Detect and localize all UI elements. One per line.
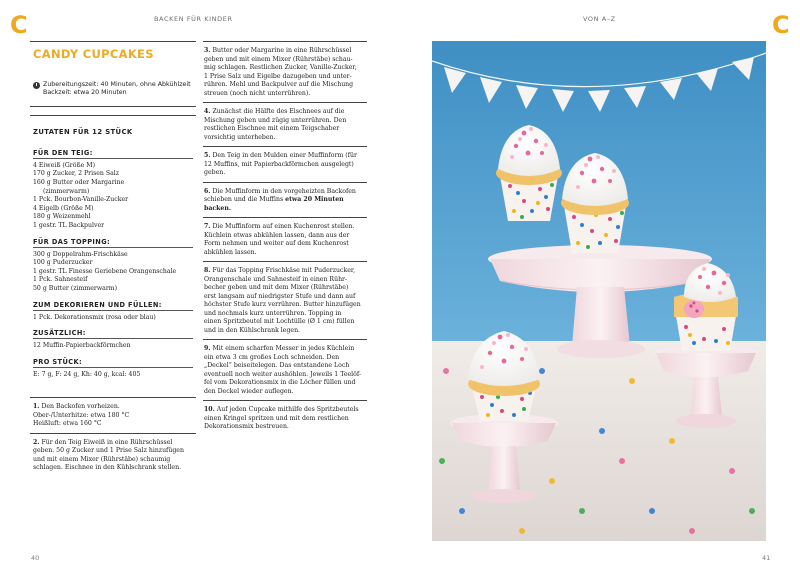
ingredients-column <box>30 41 196 477</box>
step-3: 3. Butter oder Margarine in eine Rührschüssel geben und mit einem Mixer (Rührstäbe) schau- mig schlagen. Restlichen Zucker, Vanille-Zucker, 1 Prise Salz und Eigelbe dazugeben und unter- rühren. Mehl und Backpulver auf die Mischung streuen (noch nicht unterrühren). <box>203 41 367 102</box>
step-7: 7. Die Muffinform auf einen Kuchenrost stellen. Küchlein etwas abkühlen lassen, dann aus der Form nehmen und weiter auf dem Kuchenrost abkühlen lassen. <box>203 217 367 261</box>
time-info <box>33 81 194 98</box>
prep-time: Zubereitungszeit: 40 Minuten, ohne Abkühlzeit <box>43 81 191 88</box>
ingredient-line: 4 Eiweiß (Größe M) <box>33 161 95 169</box>
clock-icon <box>33 82 40 89</box>
ingredient-line: 100 g Puderzucker <box>33 259 93 267</box>
ingredient-line: 180 g Weizenmehl <box>33 213 91 221</box>
step-1: 1. Den Backofen vorheizen. Ober-/Unterhitze: etwa 180 °C Heißluft: etwa 160 °C <box>30 397 196 433</box>
step-5: 5. Den Teig in den Mulden einer Muffinform (für 12 Muffins, mit Papierbackförmchen ausgelegt) geben. <box>203 146 367 182</box>
running-header-left: BACKEN FÜR KINDER <box>154 15 233 23</box>
nutrition-line: E: 7 g, F: 24 g, Kh: 40 g, kcal: 405 <box>33 370 141 378</box>
book-logo-left: C <box>10 11 28 39</box>
ingredient-line: 300 g Doppelrahm-Frischkäse <box>33 250 128 258</box>
decor-heading: ZUM DEKORIEREN UND FÜLLEN: <box>33 301 193 311</box>
step-9: 9. Mit einem scharfen Messer in jedes Küchlein ein etwa 3 cm großes Loch schneiden. Den „Deckel“ beiseitelegen. Das entstandene Loch eventuell noch weiter aushöhlen. Jeweils 1 Teelöf- fel vom Dekorationsmix in die Löcher füllen und den Deckel wieder auflegen. <box>203 339 367 400</box>
cupcake-illustration <box>432 41 766 541</box>
step-2: 2. Für den Teig Eiweiß in eine Rührschüssel geben. 50 g Zucker und 1 Prise Salz hinzufügen und mit einem Mixer (Rührstäbe) schaumig schlagen. Eischnee in den Kühlschrank stellen. <box>30 433 196 477</box>
topping-heading: FÜR DAS TOPPING: <box>33 238 193 248</box>
ingredient-line: 4 Eigelb (Größe M) <box>33 204 94 212</box>
recipe-title: CANDY CUPCAKES <box>33 47 154 61</box>
ingredients-title: ZUTATEN FÜR 12 STÜCK <box>33 127 133 136</box>
ingredient-line: 1 gestr. TL Backpulver <box>33 221 105 229</box>
ingredient-line: 1 Pck. Sahnesteif <box>33 276 88 284</box>
dough-heading: FÜR DEN TEIG: <box>33 149 193 159</box>
nutrition-heading: PRO STÜCK: <box>33 358 193 368</box>
bake-time: Backzeit: etwa 20 Minuten <box>43 89 127 97</box>
ingredient-line: 1 Pck. Bourbon-Vanille-Zucker <box>33 196 129 204</box>
step-8: 8. Für das Topping Frischkäse mit Puderzucker, Orangenschale und Sahnesteif in einen Rühr- becher geben und mit dem Mixer (Rührstäbe) erst langsam auf niedrigster Stufe und dann auf höchster Stufe kurz verrühren. Butter hinzufügen und nochmals kurz unterrühren. Topping in einen Spritzbeutel mit Lochtülle (Ø 1 cm) füllen und in den Kühlschrank legen. <box>203 261 367 339</box>
step-10: 10. Auf jeden Cupcake mithilfe des Spritzbeutels einen Kringel spritzen und mit dem restlichen Dekorationsmix bestreuen. <box>203 400 367 436</box>
steps-column <box>203 41 367 436</box>
recipe-title-box <box>30 41 196 107</box>
ingredient-line: 1 gestr. TL Finesse Geriebene Orangenschale <box>33 267 177 275</box>
ingredient-line: 1 Pck. Dekorationsmix (rosa oder blau) <box>33 313 156 321</box>
ingredient-line: (zimmerwarm) <box>43 187 90 195</box>
step-6: 6. Die Muffinform in den vorgeheizten Backofen schieben und die Muffins etwa 20 Minuten backen. <box>203 182 367 218</box>
running-header-right: VON A–Z <box>583 15 616 23</box>
ingredient-line: 170 g Zucker, 2 Prisen Salz <box>33 170 120 178</box>
ingredient-line: 12 Muffin-Papierbackförmchen <box>33 342 131 350</box>
extra-heading: ZUSÄTZLICH: <box>33 329 193 339</box>
step-4: 4. Zunächst die Hälfte des Eischnees auf die Mischung geben und zügig unterrühren. Den restlichen Eischnee mit einem Teigschaber vorsichtig unterheben. <box>203 102 367 146</box>
ingredient-line: 50 g Butter (zimmerwarm) <box>33 284 118 292</box>
ingredient-line: 160 g Butter oder Margarine <box>33 179 125 186</box>
page-number-left: 40 <box>31 554 40 562</box>
ingredients-box <box>30 115 196 380</box>
page-number-right: 41 <box>762 554 771 562</box>
book-logo-right: C <box>772 11 790 39</box>
cupcake-photo <box>432 41 766 541</box>
